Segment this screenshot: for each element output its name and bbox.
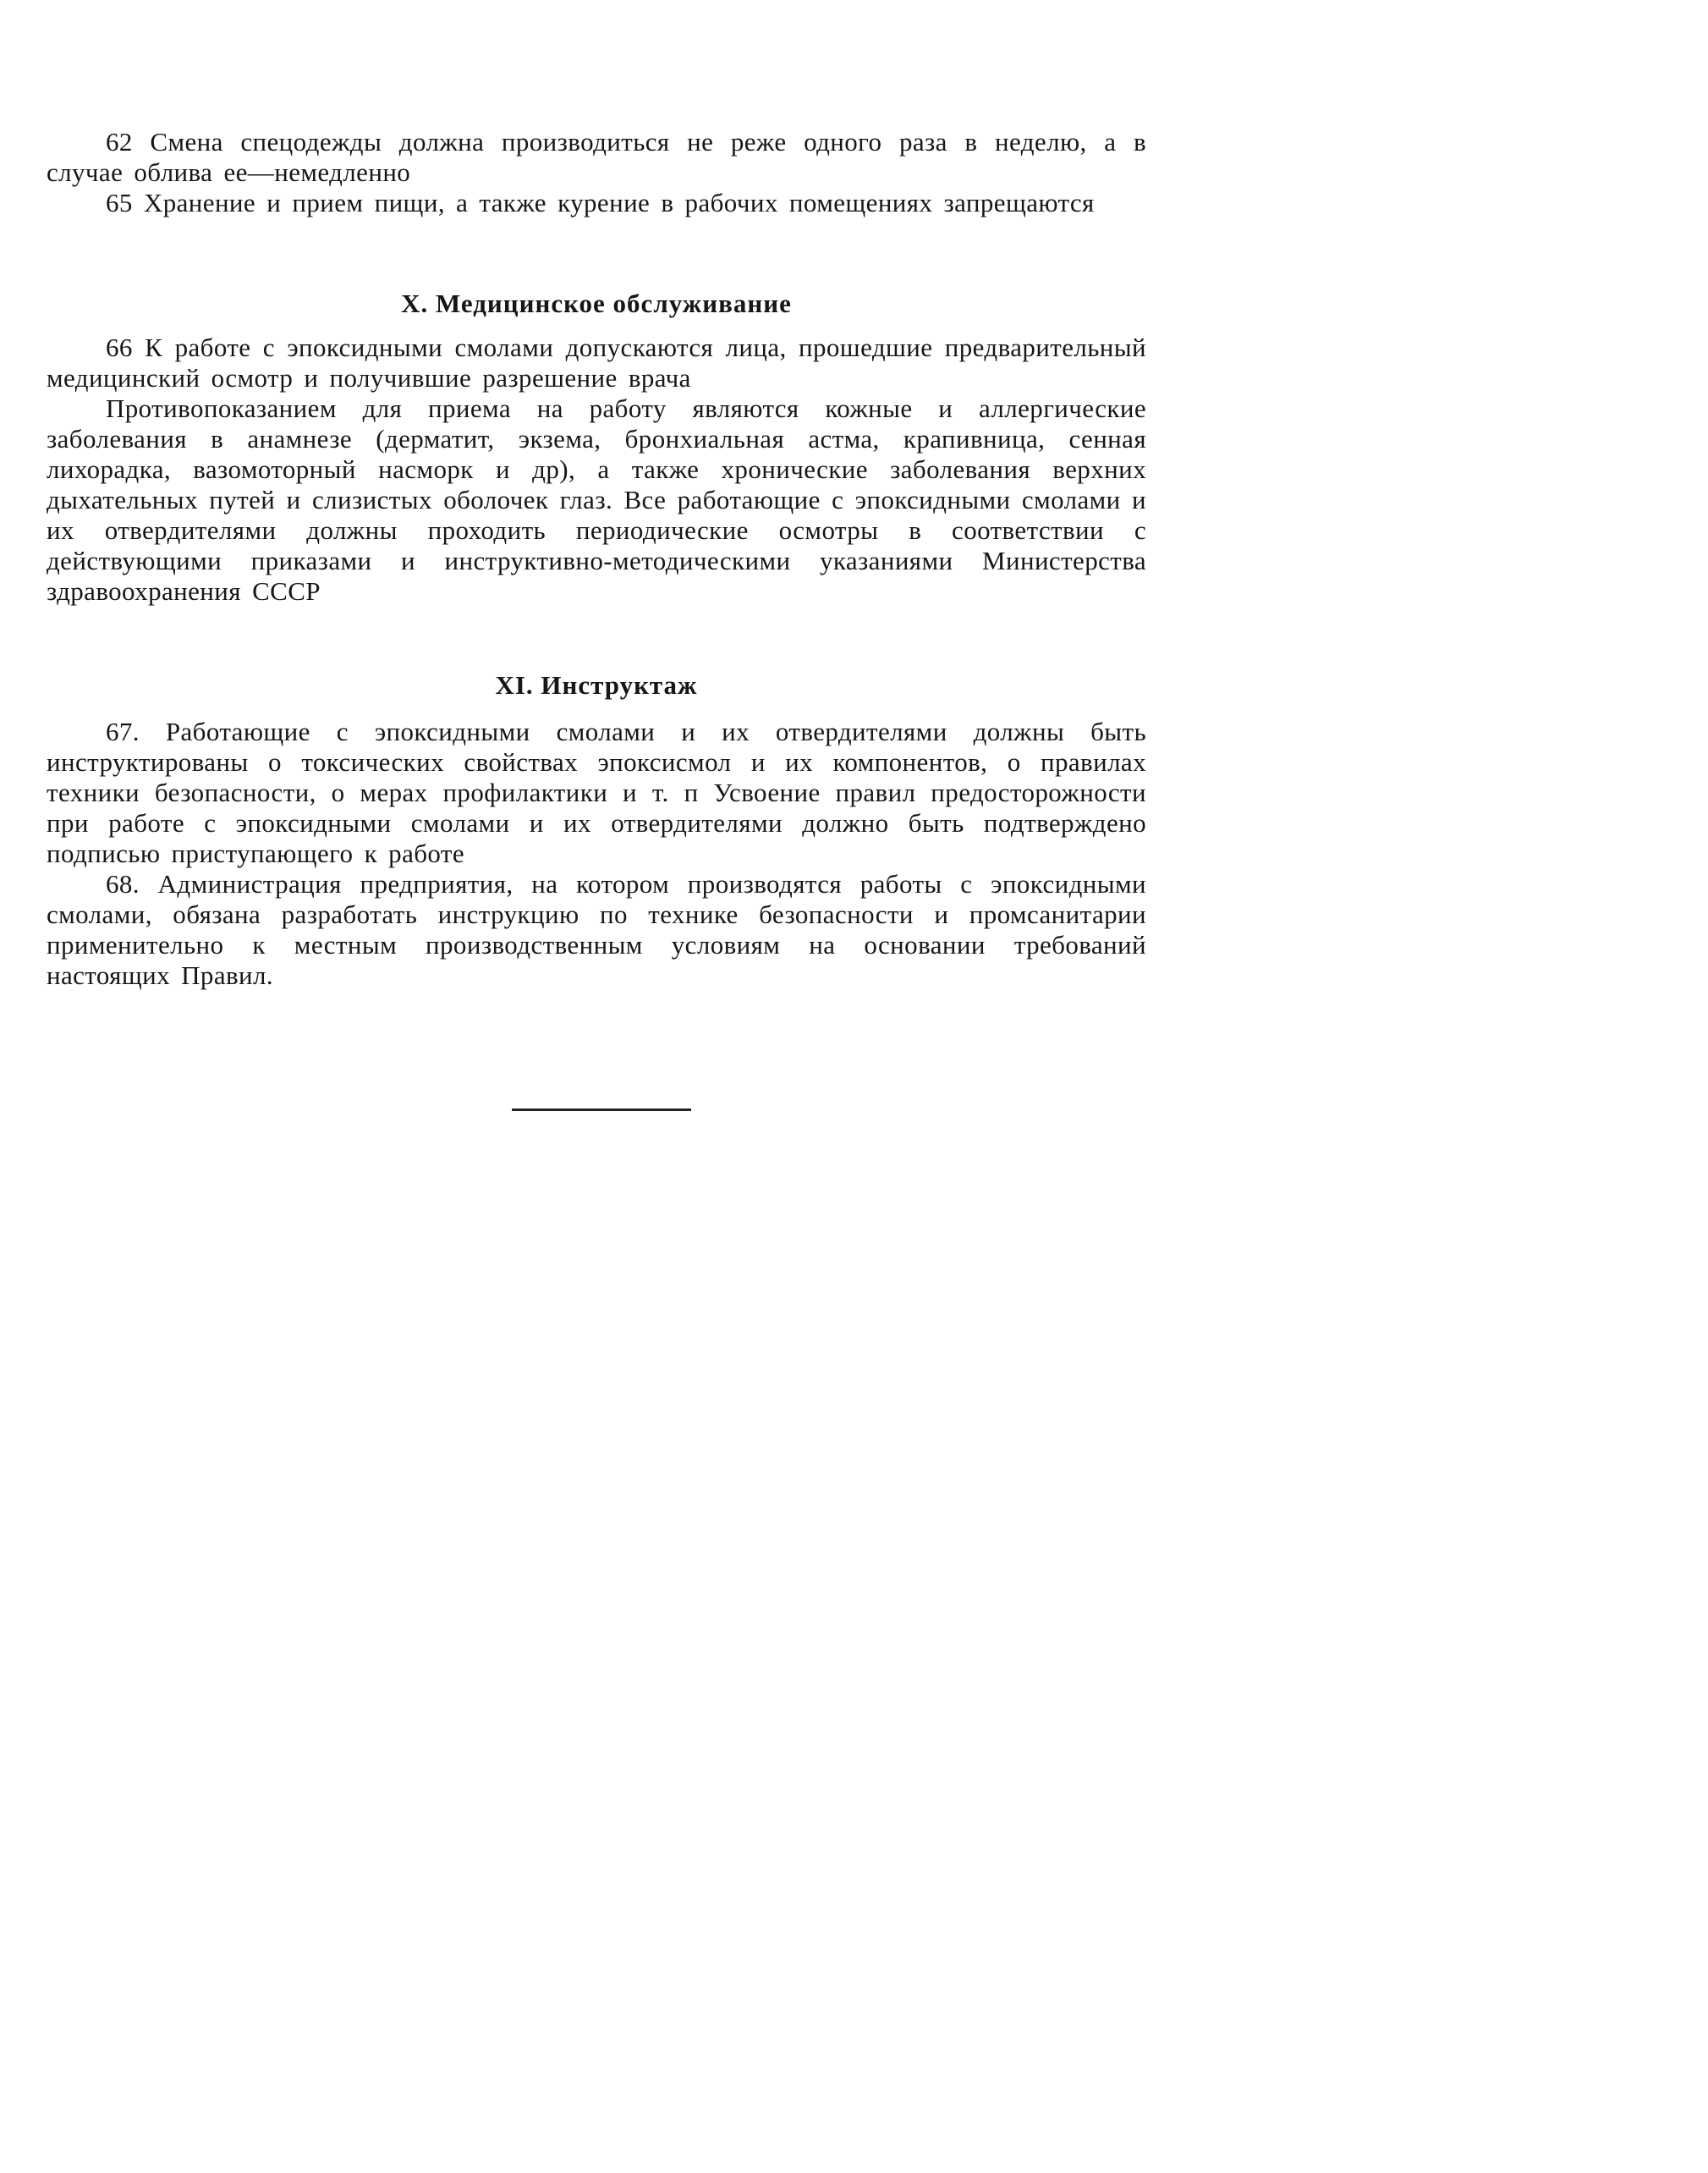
section-x-heading: X. Медицинское обслуживание <box>401 289 792 318</box>
paragraph-62: 62 Смена спецодежды должна производиться не реже одного раза в неделю, а в случае облива ее—немедленно <box>47 127 1146 187</box>
paragraph-65: 65 Хранение и прием пищи, а также курение в рабочих помещениях запрещаются <box>106 188 1095 217</box>
end-divider-line <box>512 1109 691 1111</box>
top-paragraphs <box>47 127 1146 218</box>
section-xi-body <box>47 717 1146 991</box>
section-x-body <box>47 333 1146 607</box>
paragraph-66-contraindications: Противопоказанием для приема на работу являются кожные и аллергические заболевания в анамнезе (дерматит, экзема, бронхиальная астма, крапивница, сенная лихорадка, вазомоторный насморк и др), а также хронические заболевания верхних дыхательных путей и слизистых оболочек глаз. Все работающие с эпоксидными смолами и их отвердителями должны проходить периодические осмотры в соответствии с действующими приказами и инструктивно-методическими указаниями Министерства здравоохранения СССР <box>47 393 1146 606</box>
paragraph-66: 66 К работе с эпоксидными смолами допускаются лица, прошедшие предварительный медицинский осмотр и получившие разрешение врача <box>47 333 1146 393</box>
paragraph-68: 68. Администрация предприятия, на котором производятся работы с эпоксидными смолами, обязана разработать инструкцию по технике безопасности и промсанитарии применительно к местным производственным условиям на основании требований настоящих Правил. <box>47 869 1146 990</box>
section-xi-heading: XI. Инструктаж <box>495 670 698 700</box>
paragraph-67: 67. Работающие с эпоксидными смолами и их отвердителями должны быть инструктированы о токсических свойствах эпоксисмол и их компонентов, о правилах техники безопасности, о мерах профилактики и т. п Усвоение правил предосторожности при работе с эпоксидными смолами и их отвердителями должно быть подтверждено подписью приступающего к работе <box>47 717 1146 868</box>
